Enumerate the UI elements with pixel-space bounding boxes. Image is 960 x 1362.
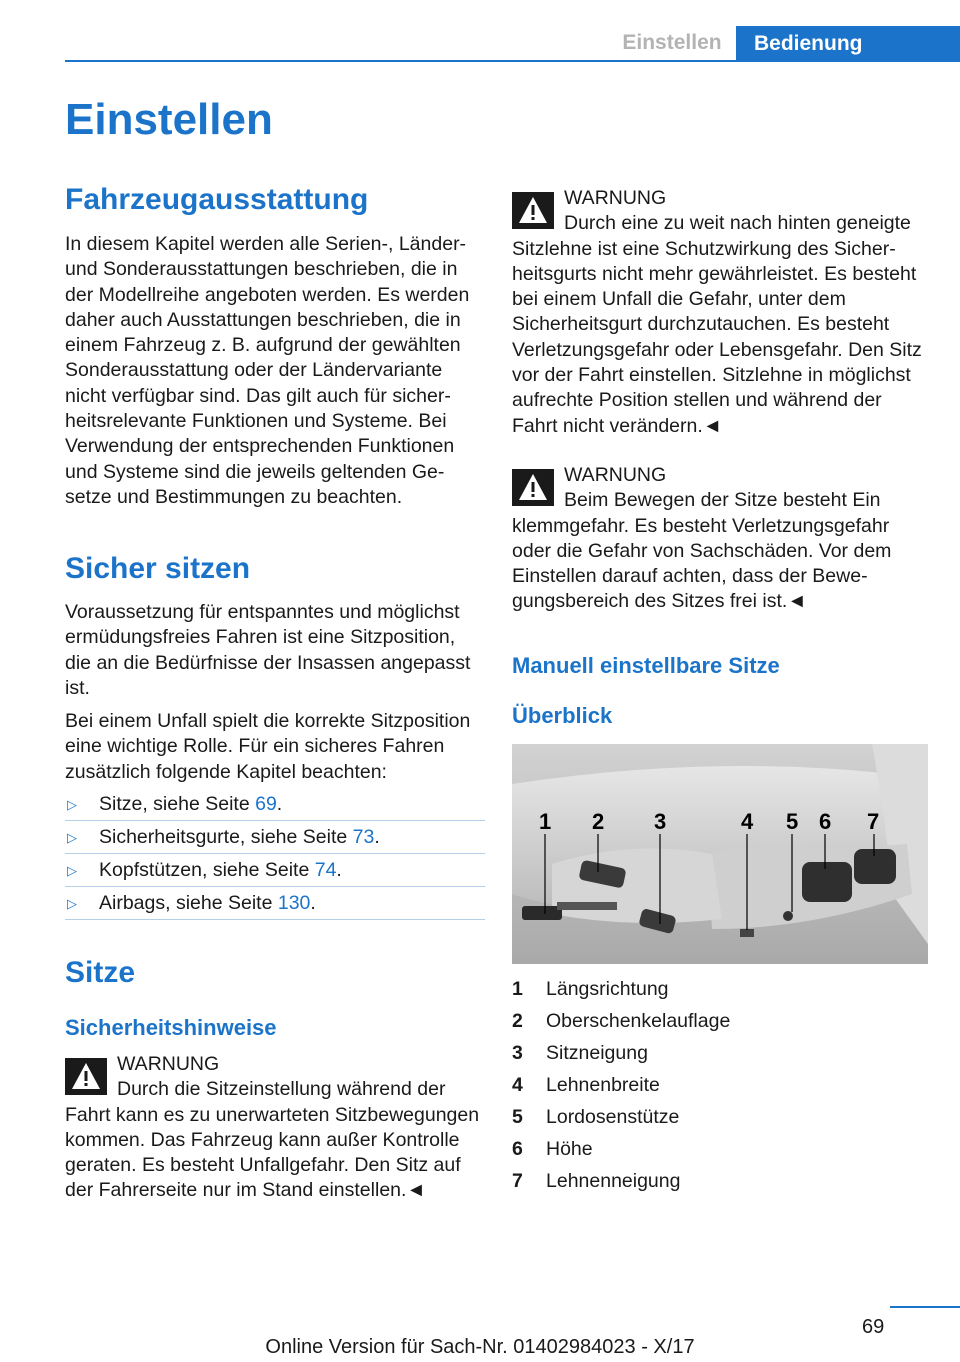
legend-item: 1 Längsrichtung (512, 978, 669, 1000)
legend-item: 4 Lehnenbreite (512, 1074, 660, 1096)
warning-text-first: Beim Bewegen der Sitze besteht Ein (564, 489, 881, 512)
figure-label-4: 4 (741, 809, 754, 834)
chapter-list (65, 788, 485, 920)
figure-label-3: 3 (654, 809, 667, 834)
heading-ueberblick: Überblick (512, 703, 613, 728)
triangle-bullet-icon: ▷ (67, 863, 77, 878)
warning-block-1 (65, 1052, 485, 1204)
warning-text: klemmgefahr. Es besteht Verletzungsgefahr oder die Gefahr von Sachschäden. Vor dem Einstellen darauf achten, dass der Bewegungsbereich des Sitzes frei ist.◄ (512, 514, 892, 613)
legend-item: 3 Sitzneigung (512, 1042, 648, 1064)
list-item: ▷ Sitze, siehe Seite 69. (65, 788, 485, 821)
tab-einstellen[interactable]: Einstellen (622, 31, 722, 54)
triangle-bullet-icon: ▷ (67, 896, 77, 911)
warning-text: Sitzlehne ist eine Schutzwirkung des Sicherheitsgurts nicht mehr gewährleistet. Es besteht bei einem Unfall die Gefahr, unter dem Sicherheitsgurt durchzutauchen. Es besteht Verletzungsgefahr oder Lebensgefahr. Den Sitz vor der Fahrt einstellen. Sitzlehne in möglichst aufrechte Position stellen und während der Fahrt nicht verändern.◄ (512, 237, 922, 437)
page-link[interactable]: 69 (255, 793, 277, 815)
list-item: ▷ Sicherheitsgurte, siehe Seite 73. (65, 821, 485, 854)
seat-controls-figure (512, 744, 928, 964)
warning-block-2 (512, 186, 932, 439)
heading-manuell-sitze: Manuell einstellbare Sitze (512, 653, 780, 678)
heading-fahrzeugausstattung: Fahrzeugausstattung (65, 183, 369, 216)
warning-text: Fahrt kann es zu unerwarteten Sitzbewegungen kommen. Das Fahrzeug kann außer Kontrolle geraten. Es besteht Unfallgefahr. Den Sitz auf der Fahrerseite nur im Stand einstellen.◄ (65, 1103, 480, 1202)
warning-text-first: Durch eine zu weit nach hinten geneigte (564, 212, 911, 235)
page-title: Einstellen (65, 95, 273, 144)
legend-item: 7 Lehnenneigung (512, 1170, 681, 1192)
triangle-bullet-icon: ▷ (67, 830, 77, 845)
page-number: 69 (862, 1316, 885, 1338)
footer-text: Online Version für Sach-Nr. 01402984023 - X/17 (265, 1336, 695, 1358)
heading-sicherheitshinweise: Sicherheitshinweise (65, 1015, 277, 1040)
list-item: ▷ Airbags, siehe Seite 130. (65, 887, 485, 920)
warning-triangle-icon (512, 469, 554, 506)
heading-sitze: Sitze (65, 956, 136, 989)
figure-label-5: 5 (786, 809, 799, 834)
figure-label-2: 2 (592, 809, 605, 834)
figure-label-7: 7 (867, 809, 880, 834)
page-link[interactable]: 130 (277, 892, 311, 914)
figure-legend (512, 976, 932, 1200)
warning-triangle-icon (65, 1058, 107, 1095)
tab-bedienung[interactable]: Bedienung (736, 26, 960, 62)
warning-text-first: Durch die Sitzeinstellung während der (117, 1078, 446, 1101)
warning-triangle-icon (512, 192, 554, 229)
list-item: ▷ Kopfstützen, siehe Seite 74. (65, 854, 485, 887)
heading-sicher-sitzen: Sicher sitzen (65, 552, 251, 585)
legend-item: 6 Höhe (512, 1138, 593, 1160)
warning-block-3 (512, 463, 932, 615)
paragraph-sicher-sitzen-1: Voraussetzung für entspanntes und möglichst ermüdungsfreies Fahren ist eine Sitzposition, die an die Bedürfnisse der Insassen angepasst ist. (65, 601, 471, 699)
warning-title: WARNUNG (564, 464, 667, 486)
seat-illustration (512, 744, 928, 964)
figure-label-1: 1 (539, 809, 552, 834)
footer-rule (890, 1306, 960, 1308)
warning-title: WARNUNG (564, 187, 667, 209)
header-rule (65, 60, 960, 62)
legend-item: 5 Lordosenstütze (512, 1106, 680, 1128)
legend-item: 2 Oberschenkelauflage (512, 1010, 731, 1032)
page-link[interactable]: 73 (352, 826, 375, 848)
paragraph-sicher-sitzen-2: Bei einem Unfall spielt die korrekte Sitzposition eine wichtige Rolle. Für ein sicheres Fahren zusätzlich folgende Kapitel beachten: (65, 710, 471, 783)
figure-label-6: 6 (819, 809, 832, 834)
page-link[interactable]: 74 (314, 859, 337, 881)
triangle-bullet-icon: ▷ (67, 797, 77, 812)
warning-title: WARNUNG (117, 1053, 220, 1075)
paragraph-fahrzeugausstattung: In diesem Kapitel werden alle Serien-, Länder- und Sonderausstattungen beschrieben, die in der Modellreihe angeboten werden. Es werden daher auch Ausstattungen beschrieben, die in einem Fahrzeug z. B. aufgrund der gewählten Sonderausstattung oder der Ländervariante nicht verfügbar sind. Das gilt auch für sicherheitsrelevante Funktionen und Systeme. Bei Verwendung der entsprechenden Funktionen und Systeme sind die jeweils geltenden Gesetze und Bestimmungen zu beachten. (65, 233, 470, 508)
